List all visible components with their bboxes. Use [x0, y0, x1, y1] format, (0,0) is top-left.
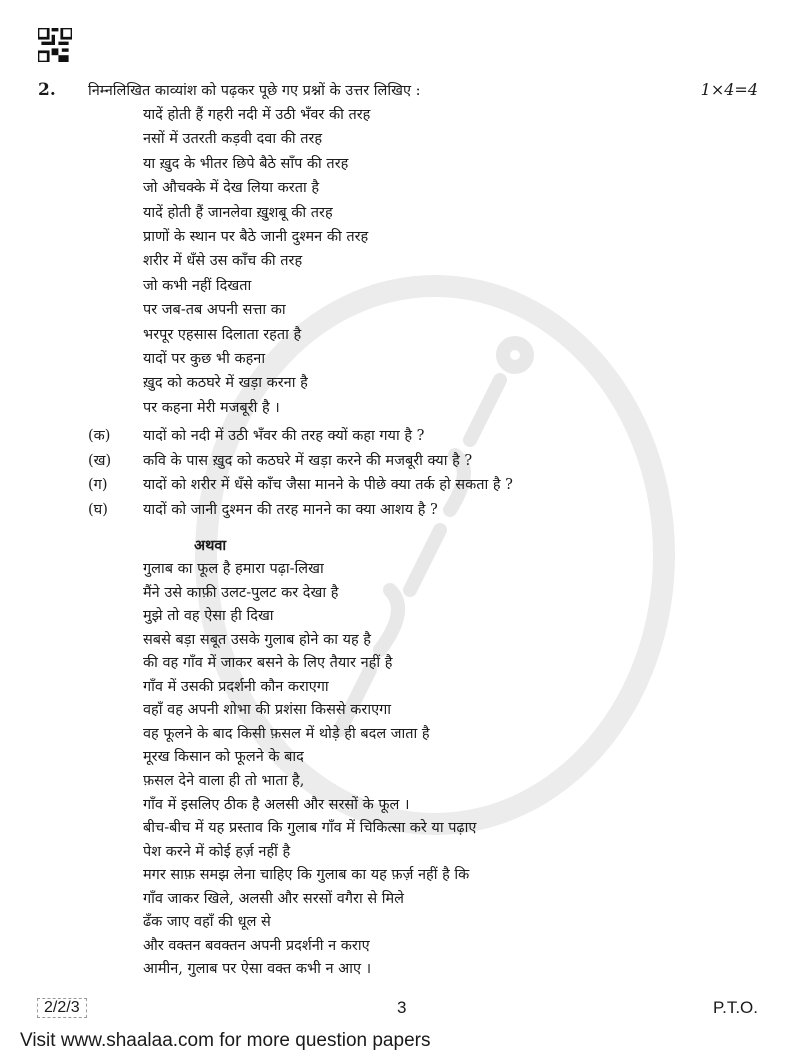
or-label: अथवा — [194, 537, 227, 554]
poem-line: मैंने उसे काफ़ी उलट-पुलट कर देखा है — [143, 584, 339, 601]
poem-line: पेश करने में कोई हर्ज़ नहीं है — [143, 843, 291, 860]
subquestion-label: (ग) — [88, 477, 108, 494]
subquestion-text: यादों को नदी में उठी भँवर की तरह क्यों कहा गया है ? — [143, 428, 425, 444]
poem-line: वह फूलने के बाद किसी फ़सल में थोड़े ही बदल जाता है — [143, 725, 430, 742]
poem-line: ढँक जाए वहाँ की धूल से — [143, 914, 271, 931]
question-instruction: निम्नलिखित काव्यांश को पढ़कर पूछे गए प्रश्नों के उत्तर लिखिए : — [88, 83, 421, 99]
subquestion-label: (ख) — [88, 452, 112, 469]
poem-line: भरपूर एहसास दिलाता रहता है — [143, 326, 302, 343]
poem-line: आमीन, गुलाब पर ऐसा वक्त कभी न आए । — [143, 961, 372, 978]
poem-line: और वक्तन बवक्तन अपनी प्रदर्शनी न कराए — [143, 937, 370, 954]
visit-link[interactable]: Visit www.shaalaa.com for more question papers — [20, 1030, 431, 1051]
poem-line: ख़ुद को कठघरे में खड़ा करना है — [143, 375, 308, 392]
poem-line: या ख़ुद के भीतर छिपे बैठे साँप की तरह — [143, 155, 349, 172]
poem-line: प्राणों के स्थान पर बैठे जानी दुश्मन की तरह — [143, 229, 369, 245]
poem-line: वहाँ वह अपनी शोभा की प्रशंसा किससे कराएगा — [143, 702, 392, 719]
poem-line: मुझे तो वह ऐसा ही दिखा — [143, 608, 274, 625]
poem-line: की वह गाँव में जाकर बसने के लिए तैयार नहीं है — [143, 655, 393, 672]
subquestion-label: (घ) — [88, 501, 108, 518]
poem-line: पर जब-तब अपनी सत्ता का — [143, 302, 286, 319]
subquestion-text: यादों को शरीर में धँसे काँच जैसा मानने के पीछे क्या तर्क हो सकता है ? — [143, 477, 513, 494]
subquestion-text: यादों को जानी दुश्मन की तरह मानने का क्या आशय है ? — [143, 501, 438, 518]
poem-line: मूरख किसान को फूलने के बाद — [143, 749, 304, 766]
poem-line: गुलाब का फूल है हमारा पढ़ा-लिखा — [143, 561, 324, 577]
poem-line: गाँव में उसकी प्रदर्शनी कौन कराएगा — [143, 678, 329, 695]
paper-code: 2/2/3 — [37, 998, 87, 1018]
watermark-logo-icon — [300, 330, 560, 750]
poem-line: जो औचक्के में देख लिया करता है — [143, 180, 320, 197]
subquestion-text: कवि के पास ख़ुद को कठघरे में खड़ा करने की मजबूरी क्या है ? — [143, 452, 473, 469]
poem-line: फ़सल देने वाला ही तो भाता है, — [143, 772, 305, 789]
poem-line: सबसे बड़ा सबूत उसके गुलाब होने का यह है — [143, 631, 372, 648]
qr-code-icon — [38, 28, 72, 62]
poem-line: जो कभी नहीं दिखता — [143, 277, 252, 294]
poem-line: यादें होती हैं गहरी नदी में उठी भँवर की तरह — [143, 107, 371, 123]
poem-line: गाँव में इसलिए ठीक है अलसी और सरसों के फूल । — [143, 796, 410, 813]
poem-line: नसों में उतरती कड़वी दवा की तरह — [143, 131, 323, 148]
page-number: 3 — [397, 998, 407, 1017]
poem-line: यादों पर कुछ भी कहना — [143, 351, 266, 367]
poem-line: बीच-बीच में यह प्रस्ताव कि गुलाब गाँव में चिकित्सा करे या पढ़ाए — [143, 820, 477, 837]
poem-line: मगर साफ़ समझ लेना चाहिए कि गुलाब का यह फ़र्ज़ नहीं है कि — [143, 867, 470, 884]
poem-line: गाँव जाकर खिले, अलसी और सरसों वगैरा से मिले — [143, 890, 404, 907]
question-number: 2. — [38, 80, 56, 100]
poem-line: पर कहना मेरी मजबूरी है । — [143, 399, 280, 416]
poem-line: यादें होती हैं जानलेवा ख़ुशबू की तरह — [143, 204, 333, 221]
pto-label: P.T.O. — [712, 998, 758, 1017]
poem-line: शरीर में धँसे उस काँच की तरह — [143, 253, 303, 270]
question-marks: 1×4=4 — [700, 80, 758, 99]
subquestion-label: (क) — [88, 428, 111, 444]
